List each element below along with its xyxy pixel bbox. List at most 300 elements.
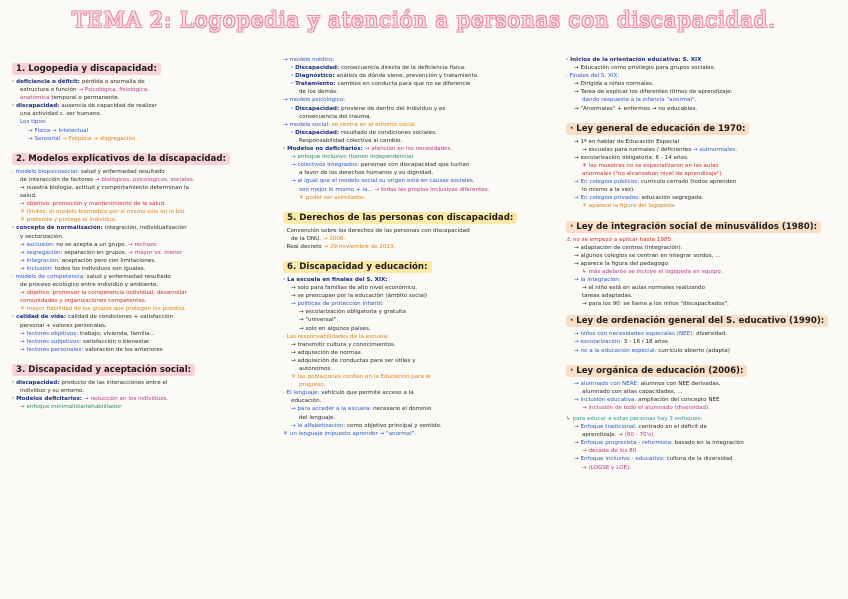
note-text: ↳ para educar a estas personas hay 3 enfoques:	[566, 416, 703, 422]
note-text: como objetivo principal y sentido.	[346, 422, 442, 429]
note-text: anatómica	[20, 95, 50, 102]
note-text: · Diagnóstico:	[291, 73, 337, 80]
note-text: → objetivo: promover la competencia individual, desarrollar	[20, 290, 187, 297]
note-text: ⚘ las muestras no se especializaron en las aulas	[582, 162, 719, 169]
note-text: → solo en algunos países.	[299, 325, 371, 332]
note-text: estructura o función	[20, 87, 79, 94]
note-line	[566, 284, 842, 292]
note-line	[566, 80, 842, 88]
section	[12, 146, 277, 168]
note-line	[283, 422, 558, 430]
note-line	[283, 292, 558, 300]
note-text: basado en la integración	[674, 440, 744, 447]
note-text: → subnormales.	[692, 146, 738, 153]
note-text: → adquisición de normas.	[291, 349, 363, 356]
note-line	[283, 316, 558, 324]
note-text: → todas las propias inclusivas diferentes.	[374, 186, 490, 193]
note-text: → 2006.	[322, 235, 346, 242]
note-text: proviene de dentro del individuo y es	[341, 105, 446, 112]
note-line	[283, 389, 558, 397]
note-text: → (60 - 70's).	[618, 432, 656, 439]
note-text: salud.	[20, 193, 37, 200]
note-text: → integración:	[20, 257, 62, 264]
note-text: producto de las interacciones entre el	[61, 379, 168, 386]
note-text: · Discapacidad:	[291, 129, 342, 136]
note-text: progreso.	[299, 382, 326, 389]
note-text: → solo para familias de alto nivel económico.	[291, 285, 418, 292]
note-line	[12, 249, 277, 257]
note-line	[12, 184, 277, 192]
note-text: Responsabilidad colectiva al cambio.	[299, 137, 403, 144]
note-text: satisfacción o bienestar	[82, 338, 150, 345]
note-text: → para los 90: se llama a los niños "discapacitados".	[582, 301, 729, 308]
note-text: → inclusión de todo el alumnado (diversidad).	[582, 404, 710, 411]
note-text: personal + valores personales.	[20, 322, 107, 329]
note-line	[566, 154, 842, 162]
note-line	[283, 308, 558, 316]
note-line	[12, 297, 277, 305]
note-line	[283, 194, 558, 202]
note-line	[283, 105, 558, 113]
note-text: · Discapacidad:	[291, 105, 342, 112]
note-line	[283, 177, 558, 185]
note-text: → modelo psicológico:	[283, 97, 346, 104]
note-text: → década de los 80.	[582, 448, 639, 455]
note-text: ↳ más adelante se incluye el logopeda en equipo.	[582, 268, 723, 275]
note-line	[566, 146, 842, 154]
note-text: → Dirigida a niños normales.	[574, 81, 654, 88]
note-line	[12, 127, 277, 135]
note-line	[12, 379, 277, 387]
note-text: currículo abierto (adapta)	[658, 347, 730, 354]
note-text: comunidades y organizaciones competentes.	[20, 298, 147, 305]
note-text: todos los individuos son iguales.	[54, 265, 146, 272]
note-text: → Enfoque progresista - reformista:	[574, 440, 675, 447]
note-text: → factores subjetivos:	[20, 338, 83, 345]
section-heading: 3. Discapacidad y aceptación social:	[12, 364, 195, 376]
note-text: → biológicos, psicológicos, sociales.	[94, 176, 195, 183]
note-line	[12, 305, 277, 313]
note-line	[566, 300, 842, 308]
note-line	[566, 396, 842, 404]
note-text: → atención en los necesidades.	[364, 146, 453, 153]
note-text: → colectivos integrados:	[291, 162, 361, 169]
note-line	[283, 72, 558, 80]
note-line	[566, 170, 842, 178]
note-text: · La escuela en finales del S. XIX:	[283, 276, 388, 283]
note-text: ⚘ mayor fiabilidad de los grupos que protegen los puestos.	[20, 306, 187, 313]
section	[566, 358, 842, 380]
note-line	[566, 162, 842, 170]
note-text: → (LOGSE y LOE).	[582, 464, 632, 471]
note-text: → la alfabetización:	[291, 422, 347, 429]
note-line	[12, 216, 277, 224]
note-line	[283, 153, 558, 161]
note-line	[283, 113, 558, 121]
section	[566, 116, 842, 138]
note-text: → objetivo: promoción y mantenimiento de la salud.	[20, 201, 166, 208]
note-text: → inclusión:	[20, 265, 55, 272]
note-text: · discapacidad:	[12, 103, 62, 110]
note-text: → Enfoque tradicional:	[574, 424, 639, 431]
note-line	[12, 346, 277, 354]
note-text: → Intelectual	[50, 127, 89, 134]
note-text: autónomos.	[299, 366, 333, 372]
note-line	[12, 265, 277, 273]
note-line	[12, 257, 277, 265]
note-line	[283, 405, 558, 413]
note-line	[12, 110, 277, 118]
note-line	[566, 138, 842, 146]
note-text: → adaptación de centros (integración).	[574, 244, 683, 251]
note-text: → factores personales:	[20, 346, 86, 353]
note-text: → transmitir cultura y conocimientos.	[291, 341, 396, 348]
note-text: · El lenguaje:	[283, 390, 322, 397]
note-line	[12, 330, 277, 338]
note-text: de los demás.	[299, 89, 339, 96]
note-text: consecuencia directa de la deficiencia física.	[341, 65, 466, 72]
note-text: → escolarización obligatoria y gratuita	[299, 309, 406, 316]
note-line	[566, 431, 842, 439]
note-line	[566, 244, 842, 252]
note-text: no se empezó a aplicar hasta 1985.	[572, 236, 673, 243]
note-line	[283, 235, 558, 243]
note-line	[566, 236, 842, 244]
note-text: → escuelas para normales / deficientes	[582, 146, 693, 153]
note-text: educación segregada.	[641, 195, 704, 202]
note-line	[283, 365, 558, 373]
note-text: separación en grupos.	[64, 249, 129, 256]
note-text: → segregación:	[20, 249, 65, 256]
note-line	[283, 129, 558, 137]
note-line	[566, 464, 842, 472]
section	[283, 205, 558, 227]
note-line	[566, 268, 842, 276]
note-text: calidad de condiciones + satisfacción	[68, 314, 174, 321]
note-line	[566, 415, 842, 423]
note-line	[566, 455, 842, 463]
note-line	[12, 176, 277, 184]
note-text: → Física	[28, 127, 51, 134]
note-line	[283, 243, 558, 251]
note-line	[566, 439, 842, 447]
note-text: resultado de condiciones sociales.	[341, 129, 437, 136]
note-line	[12, 403, 277, 411]
note-text: → modelo social:	[283, 121, 332, 128]
note-text: · calidad de vida:	[12, 314, 69, 321]
note-text: → mayor vs. menor	[128, 249, 183, 256]
note-line	[283, 284, 558, 292]
note-text: → aparece la figura del pedagogo.	[574, 260, 670, 267]
note-line	[12, 118, 277, 126]
section	[566, 308, 842, 330]
note-line	[566, 186, 842, 194]
note-line	[283, 227, 558, 235]
note-text: → exclusión:	[20, 241, 57, 248]
note-line	[283, 145, 558, 153]
page-title: TEMA 2: Logopedia y atención a personas con discapacidad.	[72, 8, 776, 32]
note-text: anormales ("no alcanzaban nivel de aprendizaje").	[582, 171, 724, 178]
note-text: → escolarización obligatoria: 6 - 14 años.	[574, 154, 689, 161]
note-text: de interacción de factores	[20, 176, 95, 183]
note-text: de la ONU.	[291, 235, 323, 242]
note-text: → alumnado con NEAE:	[574, 380, 641, 387]
note-line	[566, 202, 842, 210]
note-text: → adquisición de conductas para ser útiles y	[291, 357, 416, 364]
note-line	[566, 105, 842, 113]
column-left	[12, 56, 277, 411]
note-text: ampliación del concepto NEE	[638, 396, 720, 403]
note-line	[283, 96, 558, 104]
note-line	[283, 161, 558, 169]
note-text: salud y enfermedad resultado	[80, 168, 165, 175]
note-text: salud y enfermedad resultado	[86, 273, 171, 280]
note-text: → al igual que el modelo social su origen está en causas sociales,	[291, 178, 475, 185]
note-text: valoración de los anteriores	[85, 346, 163, 353]
note-text: ⚘ pretende y protege el individuo.	[20, 217, 117, 224]
note-text: aceptación pero con limitaciones.	[61, 257, 156, 264]
note-line	[12, 94, 277, 102]
note-line	[283, 56, 558, 64]
section-heading: · Ley general de educación de 1970:	[566, 123, 749, 135]
note-line	[566, 252, 842, 260]
note-text: ⚠	[566, 236, 573, 243]
note-text: → políticas de protección infantil:	[291, 301, 384, 308]
note-text: → modelo médico:	[283, 57, 335, 63]
note-line	[566, 404, 842, 412]
note-text: aprendizaje.	[582, 432, 619, 439]
note-text: · Las responsabilidades de la escuela:	[283, 333, 389, 340]
note-line	[566, 96, 842, 104]
note-text: · Tratamiento:	[291, 81, 338, 88]
section-heading: · Ley de ordenación general del S. educativo (1990):	[566, 315, 828, 327]
note-line	[283, 64, 558, 72]
note-line	[283, 373, 558, 381]
note-line	[12, 338, 277, 346]
note-text: personas con discapacidad que luchan	[360, 162, 470, 169]
note-line	[566, 88, 842, 96]
note-text: ⚘ aparece la figura del logopeda.	[582, 203, 677, 210]
note-text: · Finales del S. XIX:	[566, 73, 620, 80]
note-text: educación.	[291, 398, 322, 405]
note-text: → para acceder a la escuela:	[291, 406, 374, 413]
note-text: una actividad c. ser humano.	[20, 111, 102, 118]
note-text: de proceso ecológico entre individuo y ambiente.	[20, 282, 159, 289]
note-line	[566, 178, 842, 186]
note-line	[12, 135, 277, 143]
section-heading: 6. Discapacidad y educación:	[283, 261, 432, 273]
note-line	[12, 289, 277, 297]
note-line	[566, 260, 842, 268]
note-text: trabajo, vivienda, familia...	[79, 330, 155, 337]
note-line	[566, 447, 842, 455]
note-line	[566, 64, 842, 72]
note-line	[283, 88, 558, 96]
note-text: · deficiencia o déficit:	[12, 79, 82, 85]
note-text: currículo cerrado (todos aprenden	[640, 179, 737, 186]
note-line	[12, 208, 277, 216]
note-text: vehículo que permite acceso a la	[321, 390, 414, 397]
note-line	[566, 72, 842, 80]
note-text: ⚘ las poblaciones confían en la Educación para el	[291, 374, 431, 381]
note-text: no se acepta a un grupo.	[56, 241, 128, 248]
note-text: → no a la educación especial:	[574, 347, 659, 354]
note-text: centrado en el déficit de	[638, 424, 707, 431]
note-text: se centra en el entorno social.	[331, 121, 417, 128]
note-text: · discapacidad:	[12, 379, 62, 386]
note-text: · Real decreto	[283, 243, 324, 250]
note-text: → "universal"	[299, 317, 337, 324]
note-text: → Tarea de explicar los diferentes ritmos de aprendizaje:	[574, 89, 733, 96]
note-line	[12, 200, 277, 208]
section	[566, 214, 842, 236]
note-line	[566, 388, 842, 396]
note-text: → "Anormales" + enfermos → no educables.	[574, 105, 698, 112]
note-text: y sectorización.	[20, 233, 64, 240]
note-text: → la integración:	[574, 276, 621, 283]
note-line	[12, 281, 277, 289]
note-text: a favor de los derechos humanos y su dignidad.	[299, 170, 434, 177]
note-text: → Sensorial	[28, 135, 61, 142]
note-text: del lenguaje.	[299, 414, 336, 421]
note-line	[283, 276, 558, 284]
note-line	[12, 224, 277, 232]
note-text: · Modelos no deficitarios:	[283, 146, 365, 153]
note-line	[12, 322, 277, 330]
note-line	[12, 233, 277, 241]
note-text: · modelo de competencia:	[12, 273, 87, 280]
section	[283, 254, 558, 276]
note-text: → enfoque minimalista/rehabilitador	[20, 404, 122, 411]
note-text: necesario el dominio	[373, 406, 432, 413]
note-line	[12, 168, 277, 176]
section-heading: 2. Modelos explicativos de la discapacidad:	[12, 153, 230, 165]
note-text: → 1ª en hablar de Educación Especial.	[574, 138, 681, 145]
note-text: diversidad.	[696, 331, 727, 338]
note-text: → En colegios públicos:	[574, 179, 641, 186]
note-line	[12, 192, 277, 200]
note-text: análisis de dónde viene, prevención y tratamiento.	[336, 73, 479, 80]
note-text: → inclusión educativa:	[574, 396, 639, 403]
section-heading: · Ley de integración social de minusválidos (1980):	[566, 221, 821, 233]
note-text: cultura de la diversidad	[666, 456, 733, 463]
note-text: ausencia de capacidad de realizar	[61, 103, 157, 110]
note-text: · Convención sobre los derechos de las personas con discapacidad	[283, 227, 470, 234]
note-line	[283, 169, 558, 177]
note-line	[283, 137, 558, 145]
note-text: → 29 noviembre de 2013.	[323, 243, 396, 250]
note-line	[283, 381, 558, 389]
note-line	[283, 414, 558, 422]
note-line	[283, 325, 558, 333]
note-text: cambios en conducta para que no se diferencie	[337, 81, 471, 88]
note-line	[283, 397, 558, 405]
note-line	[283, 80, 558, 88]
section-heading: 5. Derechos de las personas con discapacidad:	[283, 212, 517, 224]
note-line	[566, 330, 842, 338]
note-text: → enfoque inclusivo (tienen independencia)	[291, 154, 414, 161]
note-text: ⚘ límites: el modelo biomédico por sí mismo sólo en lo bio.	[20, 209, 186, 216]
note-line	[12, 102, 277, 110]
note-text: · Modelos deficitarios:	[12, 396, 84, 403]
note-text: · modelo biopsicosocial:	[12, 168, 81, 175]
note-text: → niños con necesidades especiales (NEE):	[574, 331, 697, 338]
note-text: son mejor lo mismo + la...	[299, 186, 375, 193]
note-line	[566, 56, 842, 64]
note-text: Los tipos:	[20, 119, 47, 126]
note-line	[12, 241, 277, 249]
note-text: → Educación como privilegio para grupos sociales.	[574, 65, 716, 72]
note-text: 3 - 16 / 18 años.	[623, 339, 670, 346]
note-line	[283, 186, 558, 194]
note-line	[283, 349, 558, 357]
column-right	[566, 56, 842, 472]
note-text: ⚘ poder ser asimilados.	[299, 194, 366, 201]
note-line	[12, 78, 277, 86]
note-text: · Discapacidad:	[291, 65, 342, 72]
note-text: → algunos colegios se centran en integrar sordos, ...	[574, 252, 721, 259]
section-heading: · Ley orgánica de educación (2006):	[566, 365, 747, 377]
note-line	[566, 276, 842, 284]
note-line	[283, 333, 558, 341]
note-line	[566, 292, 842, 300]
note-text: · Inicios de la orientación educativa: S. XIX	[566, 57, 702, 63]
note-line	[12, 273, 277, 281]
note-text: · concepto de normalización:	[12, 225, 105, 232]
note-text: → se preocupan por la educación (ámbito social)	[291, 293, 428, 300]
note-text: → el niño está en aulas normales realizando	[582, 285, 706, 292]
section	[12, 357, 277, 379]
note-line	[12, 313, 277, 321]
note-text: alumnos con NEE derivadas,	[640, 380, 721, 387]
note-text: → Psíquica → disgregación.	[60, 135, 138, 142]
note-text: individuo y su entorno.	[20, 388, 85, 394]
note-line	[566, 338, 842, 346]
note-text: → En colegios privados:	[574, 195, 642, 202]
note-text: lo mismo a la vez).	[582, 187, 635, 194]
note-text: → factores objetivos:	[20, 330, 80, 337]
note-text: → nuestra biología, actitud y comportamiento determinan la	[20, 184, 189, 191]
note-line	[283, 121, 558, 129]
section	[12, 56, 277, 78]
note-text: → Psicológica, fisiológica,	[78, 87, 149, 94]
note-line	[12, 387, 277, 395]
note-line	[12, 395, 277, 403]
section-heading: 1. Logopedia y discapacidad:	[12, 63, 161, 75]
note-line	[566, 423, 842, 431]
note-line	[12, 86, 277, 94]
note-text: → rechazo	[127, 241, 157, 248]
note-text: alumnado con altas capacidades, ...	[582, 388, 683, 395]
note-line	[283, 300, 558, 308]
note-text: → reducción en los individuos.	[83, 396, 169, 403]
note-text: integración, individualización	[104, 225, 187, 232]
note-text: → Enfoque inclusivo - educativo:	[574, 456, 667, 463]
note-text: tareas adaptadas.	[582, 293, 633, 300]
note-text: temporal o permanente.	[49, 95, 120, 102]
note-line	[283, 430, 558, 438]
note-line	[283, 341, 558, 349]
note-text: → escolarización:	[574, 339, 624, 346]
note-line	[566, 347, 842, 355]
note-text: ⚘ un lenguaje impuesto aprender → "anormal".	[283, 430, 416, 437]
note-line	[566, 194, 842, 202]
note-text: dando respuesta a la infancia "anormal".	[582, 97, 697, 104]
column-middle	[283, 56, 558, 438]
note-line	[283, 357, 558, 365]
note-text: consecuencia del trauma.	[299, 113, 372, 120]
note-line	[566, 380, 842, 388]
